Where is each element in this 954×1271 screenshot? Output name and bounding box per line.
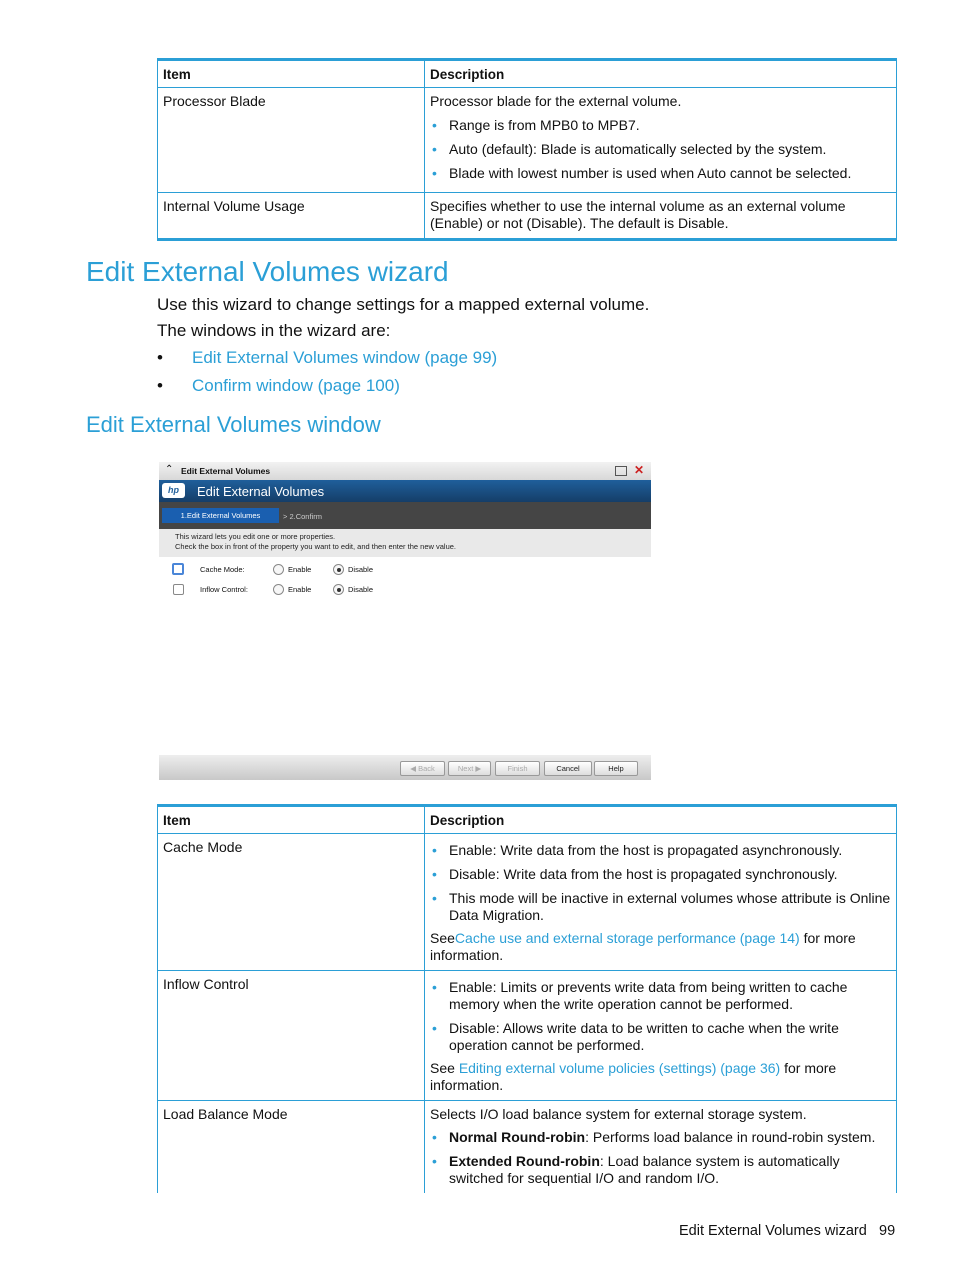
intro-text: Use this wizard to change settings for a mapped external volume.	[157, 295, 650, 314]
cache-mode-disable-radio[interactable]	[333, 564, 344, 575]
table-row	[158, 193, 897, 240]
link-edit-external-volumes-window[interactable]: Edit External Volumes window (page 99)	[192, 348, 498, 367]
finish-button[interactable]: Finish	[495, 761, 540, 776]
subsection-heading: Edit External Volumes window	[86, 412, 381, 437]
description-cell	[425, 88, 897, 193]
footer-title: Edit External Volumes wizard	[679, 1223, 867, 1239]
link-cache-use[interactable]: Cache use and external storage performance (page 14)	[454, 930, 800, 946]
maximize-icon[interactable]	[615, 466, 627, 476]
wizard-header	[159, 480, 651, 502]
instruction-line: This wizard lets you edit one or more properties.	[175, 532, 336, 541]
link-confirm-window[interactable]: Confirm window (page 100)	[192, 376, 400, 395]
radio-label: Disable	[348, 565, 374, 574]
description-text: Processor blade for the external volume.	[430, 93, 682, 109]
see-suffix: for more information.	[430, 930, 856, 963]
list-item: • This mode will be inactive in external volumes whose attribute is Online Data Migration.	[449, 890, 891, 924]
table-row	[158, 834, 897, 971]
col-header-item: Item	[158, 806, 425, 834]
list-item	[449, 1153, 891, 1187]
help-button[interactable]: Help	[594, 761, 638, 776]
item-cell: Inflow Control	[158, 971, 425, 1101]
table-row	[158, 88, 897, 193]
collapse-icon[interactable]: ⌃	[165, 464, 174, 475]
instruction-line: Check the box in front of the property you want to edit, and then enter the new value.	[175, 542, 457, 551]
description-cell: Specifies whether to use the internal volume as an external volume (Enable) or not (Disable). The default is Disable.	[425, 193, 897, 240]
list-item: • Disable: Allows write data to be written to cache when the write operation cannot be performed.	[449, 1020, 891, 1054]
list-item: • Disable: Write data from the host is propagated synchronously.	[449, 866, 891, 883]
list-item: • Enable: Limits or prevents write data from being written to cache memory when the write operation cannot be performed.	[449, 979, 891, 1013]
window-link-list	[157, 348, 497, 404]
description-text: Selects I/O load balance system for external storage system.	[430, 1106, 807, 1122]
list-item	[449, 1129, 891, 1146]
cache-mode-enable-radio[interactable]	[273, 564, 284, 575]
item-cell: Processor Blade	[158, 88, 425, 193]
item-description-table-2	[157, 804, 897, 1193]
col-header-description: Description	[425, 60, 897, 88]
table-row	[158, 971, 897, 1101]
setting-row-inflow-control	[173, 584, 643, 596]
cancel-button[interactable]: Cancel	[544, 761, 592, 776]
list-item: • Enable: Write data from the host is propagated asynchronously.	[449, 842, 891, 859]
see-prefix: See	[430, 930, 455, 946]
wizard-screenshot	[159, 462, 651, 780]
intro-text: The windows in the wizard are:	[157, 321, 391, 340]
step-active: 1.Edit External Volumes	[162, 508, 279, 523]
bullet-list	[430, 979, 891, 1054]
item-description-table-1	[157, 58, 897, 241]
bullet-list	[430, 1129, 891, 1187]
bullet-list	[430, 117, 891, 182]
term-desc: : Load balance system is automatically switched for sequential I/O and random I/O.	[449, 1153, 840, 1186]
description-cell	[425, 971, 897, 1101]
window-title-bar	[159, 462, 651, 480]
setting-label: Inflow Control:	[200, 585, 248, 594]
window-title: Edit External Volumes	[181, 466, 271, 476]
cache-mode-checkbox[interactable]	[172, 563, 184, 575]
link-editing-policies[interactable]: Editing external volume policies (settings) (page 36)	[458, 1060, 781, 1076]
list-item: • Range is from MPB0 to MPB7.	[449, 117, 891, 134]
see-prefix: See	[430, 1060, 459, 1076]
wizard-header-title: Edit External Volumes	[197, 484, 325, 499]
inflow-control-enable-radio[interactable]	[273, 584, 284, 595]
inflow-control-checkbox[interactable]	[173, 584, 184, 595]
next-button[interactable]: Next ▶	[448, 761, 491, 776]
list-item: • Blade with lowest number is used when Auto cannot be selected.	[449, 165, 891, 182]
setting-label: Cache Mode:	[200, 565, 245, 574]
see-also	[430, 930, 891, 964]
bullet-list	[430, 842, 891, 924]
col-header-description: Description	[425, 806, 897, 834]
item-cell: Internal Volume Usage	[158, 193, 425, 240]
item-cell: Load Balance Mode	[158, 1101, 425, 1194]
setting-row-cache-mode	[173, 564, 643, 576]
wizard-instructions	[159, 529, 651, 557]
col-header-item: Item	[158, 60, 425, 88]
description-cell	[425, 834, 897, 971]
radio-label: Disable	[348, 585, 374, 594]
page-number: 99	[879, 1223, 896, 1239]
list-item	[157, 376, 497, 404]
section-heading: Edit External Volumes wizard	[86, 256, 449, 287]
radio-label: Enable	[288, 585, 312, 594]
hp-logo: hp	[162, 483, 185, 498]
radio-label: Enable	[288, 565, 312, 574]
wizard-steps	[159, 502, 651, 529]
table-row	[158, 1101, 897, 1194]
list-item: • Auto (default): Blade is automatically selected by the system.	[449, 141, 891, 158]
see-also	[430, 1060, 891, 1094]
term: Extended Round-robin	[449, 1153, 600, 1169]
step-next: > 2.Confirm	[283, 512, 322, 521]
term-desc: : Performs load balance in round-robin system.	[585, 1129, 876, 1145]
item-cell: Cache Mode	[158, 834, 425, 971]
see-suffix: for more information.	[430, 1060, 837, 1093]
close-icon[interactable]: ✕	[633, 463, 644, 477]
list-item	[157, 348, 497, 376]
description-cell	[425, 1101, 897, 1194]
term: Normal Round-robin	[449, 1129, 586, 1145]
inflow-control-disable-radio[interactable]	[333, 584, 344, 595]
back-button[interactable]: ◀ Back	[400, 761, 445, 776]
wizard-button-bar	[159, 755, 651, 780]
